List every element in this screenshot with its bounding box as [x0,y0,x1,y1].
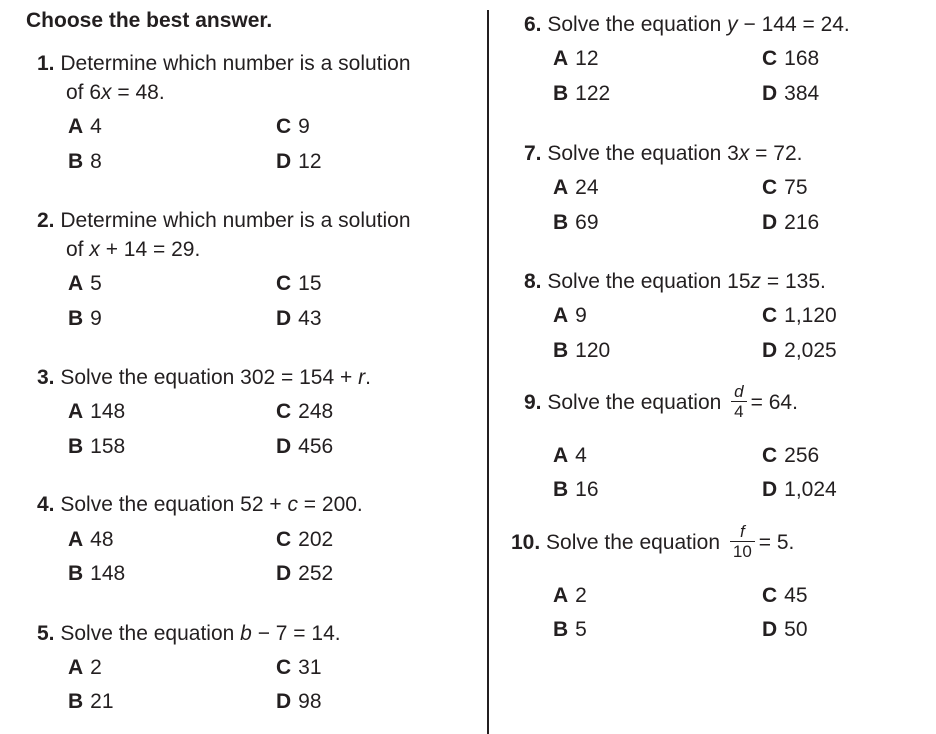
q4-option-b[interactable]: B 148 [68,562,126,585]
question-2-stem: 2. Determine which number is a solution [37,209,411,232]
q10-option-b[interactable]: B 5 [553,618,587,641]
q5-option-c[interactable]: C 31 [276,656,322,679]
question-7-stem: 7. Solve the equation 3x = 72. [524,142,803,165]
question-1-stem-line2: of 6x = 48. [66,81,165,104]
q10-option-c[interactable]: C 45 [762,584,808,607]
q5-option-b[interactable]: B 21 [68,690,114,713]
q3-option-d[interactable]: D 456 [276,435,334,458]
q8-option-a[interactable]: A 9 [553,304,587,327]
q3-option-c[interactable]: C 248 [276,400,334,423]
q7-option-a[interactable]: A 24 [553,176,599,199]
question-9-stem: 9. Solve the equation $\frac{d}{4}$ = 64. [524,382,798,421]
q3-option-a[interactable]: A 148 [68,400,126,423]
column-divider [487,10,489,734]
q9-fraction: $\frac{d}{4}$ [731,382,746,421]
q9-option-b[interactable]: B 16 [553,478,599,501]
q5-option-a[interactable]: A 2 [68,656,102,679]
q6-option-d[interactable]: D 384 [762,82,820,105]
q2-option-a[interactable]: A 5 [68,272,102,295]
q9-option-a[interactable]: A 4 [553,444,587,467]
question-10-stem: 10. Solve the equation $\frac{f}{10}$ = 5. [511,522,795,561]
q2-option-d[interactable]: D 43 [276,307,322,330]
q9-option-c[interactable]: C 256 [762,444,820,467]
q7-option-b[interactable]: B 69 [553,211,599,234]
section-heading: Choose the best answer. [26,9,273,32]
q10-fraction: $\frac{f}{10}$ [730,522,755,561]
q4-option-c[interactable]: C 202 [276,528,334,551]
q7-option-d[interactable]: D 216 [762,211,820,234]
q8-option-c[interactable]: C 1,120 [762,304,837,327]
q1-option-c[interactable]: C 9 [276,115,310,138]
question-8-stem: 8. Solve the equation 15z = 135. [524,270,826,293]
q6-option-b[interactable]: B 122 [553,82,611,105]
q3-option-b[interactable]: B 158 [68,435,126,458]
q6-option-a[interactable]: A 12 [553,47,599,70]
q5-option-d[interactable]: D 98 [276,690,322,713]
q4-option-a[interactable]: A 48 [68,528,114,551]
q1-option-a[interactable]: A 4 [68,115,102,138]
q10-option-d[interactable]: D 50 [762,618,808,641]
question-1-stem: 1. Determine which number is a solution [37,52,411,75]
q2-option-c[interactable]: C 15 [276,272,322,295]
question-6-stem: 6. Solve the equation y − 144 = 24. [524,13,850,36]
question-2-stem-line2: of x + 14 = 29. [66,238,201,261]
q9-option-d[interactable]: D 1,024 [762,478,837,501]
q6-option-c[interactable]: C 168 [762,47,820,70]
q2-option-b[interactable]: B 9 [68,307,102,330]
question-4-stem: 4. Solve the equation 52 + c = 200. [37,493,363,516]
q1-option-b[interactable]: B 8 [68,150,102,173]
q8-option-d[interactable]: D 2,025 [762,339,837,362]
question-3-stem: 3. Solve the equation 302 = 154 + r. [37,366,371,389]
q4-option-d[interactable]: D 252 [276,562,334,585]
question-5-stem: 5. Solve the equation b − 7 = 14. [37,622,341,645]
q8-option-b[interactable]: B 120 [553,339,611,362]
q1-option-d[interactable]: D 12 [276,150,322,173]
q7-option-c[interactable]: C 75 [762,176,808,199]
q10-option-a[interactable]: A 2 [553,584,587,607]
